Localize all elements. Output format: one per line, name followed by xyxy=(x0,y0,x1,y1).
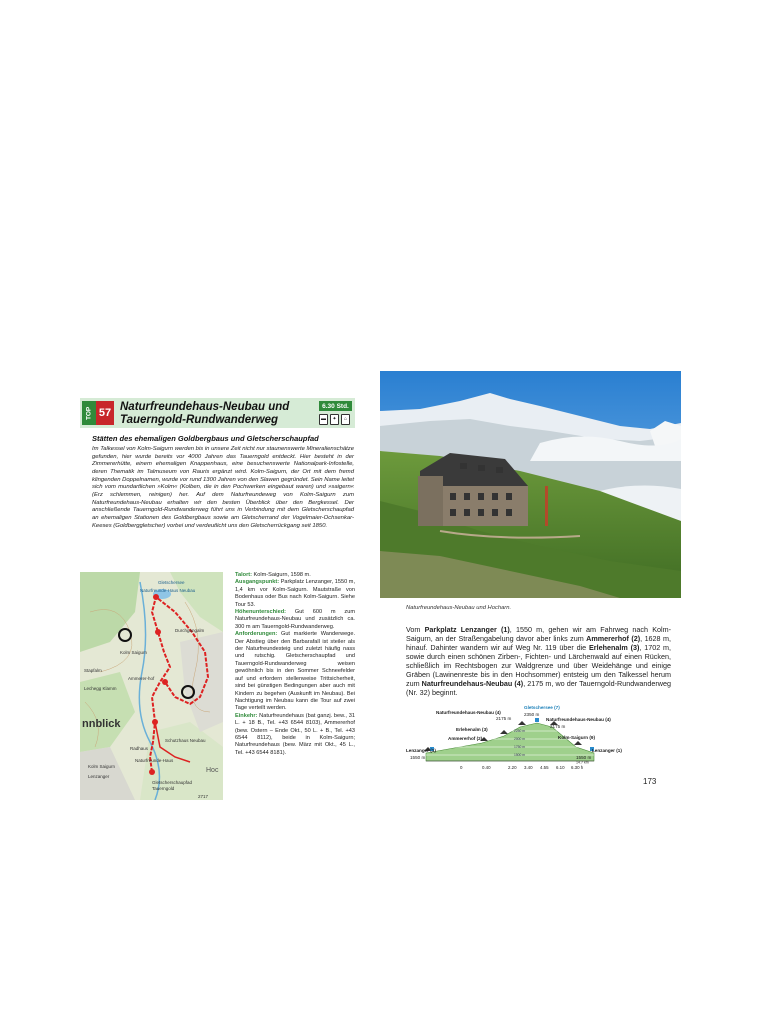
profile-point-name: Naturfreundehaus-Neubau (4) xyxy=(436,710,501,715)
profile-point-name: Gletschersee (7) xyxy=(524,705,560,710)
profile-time: 6.10 xyxy=(556,765,565,770)
info-value: Parkplatz Lenzanger, 1550 m, 1,4 km vor Kolm-Saigurn. Mautstraße von Bodenhaus oder Bus nach Kolm-Saigurn. Siehe Tour 53. xyxy=(235,579,356,608)
photo-caption: Naturfreundehaus-Neubau und Hocharn. xyxy=(406,605,512,611)
profile-point-name: Ammererhof (2) xyxy=(448,736,483,741)
tour-info xyxy=(235,572,355,757)
info-item xyxy=(235,572,311,578)
info-label: Ausgangspunkt: xyxy=(235,579,280,586)
map-label: Naturfreunde-Haus xyxy=(135,758,174,763)
info-item xyxy=(235,609,355,630)
profile-time: 3.40 xyxy=(524,765,533,770)
route-text-part: , 1702 m, sowie durch einen schönen Zirben-, Fichten- und Lärchenwald auf einen Rücken, schließlich im Rechtsbogen zur Waldgrenze und über Weidehänge und einige Gräben (Lawinenreste bis in den Hochsommer) entsteig um den Talkessel herum zum xyxy=(406,643,671,688)
duration-badge: 6.30 Std. xyxy=(319,401,352,411)
map-label: Lenzanger xyxy=(88,774,110,779)
profile-point-elev: 1550 m xyxy=(576,755,592,760)
info-item xyxy=(235,713,355,756)
map-label: Radhaus xyxy=(130,746,149,751)
top-badge: TOP xyxy=(82,401,96,425)
profile-point-elev: 2175 m xyxy=(496,716,512,721)
route-waypoint: Naturfreundehaus-Neubau (4) xyxy=(421,679,524,688)
tour-title xyxy=(120,401,315,427)
profile-time: 0.40 xyxy=(482,765,491,770)
profile-point-name: Erlehenalm (3) xyxy=(456,727,488,732)
profile-time: 0 xyxy=(460,765,463,770)
profile-grid-label: 1750 m xyxy=(514,745,525,749)
info-label: Anforderungen: xyxy=(235,631,278,638)
map-label: Schutzhaus Neubau xyxy=(165,738,206,743)
elevation-profile xyxy=(404,703,644,778)
profile-point-name: Lenzanger (1) xyxy=(406,748,436,753)
profile-grid-label: 2000 m xyxy=(514,737,525,741)
profile-point-name: Lenzanger (1) xyxy=(592,748,622,753)
profile-grid-label: 2250 m xyxy=(514,729,525,733)
profile-time: 2.20 xyxy=(508,765,517,770)
map-label: Kolm Saigurn xyxy=(88,764,116,769)
profile-point-name: Kolm-Saigurn (9) xyxy=(558,735,596,740)
map-label: Naturfreunde-Haus Neubau xyxy=(140,588,196,593)
map-label-large: nnblick xyxy=(82,718,121,730)
profile-distance: 14.7 km xyxy=(576,760,589,765)
info-item xyxy=(235,631,355,711)
route-text-part: Vom xyxy=(406,625,425,634)
tour-title-line2: Tauerngold-Rundwanderweg xyxy=(120,414,279,426)
info-value: Naturfreundehaus (bat ganzj. bew., 31 L. + 18 B., Tel. +43 6544 8103), Ammererhof (bew. Ostern – Ende Okt., 50 L. + B., Tel. +43 6544 8112), beide in Kolm-Saigurn; Naturfreundehaus (bew. März mit Okt., 45 L., Tel. +43 6544 8181). xyxy=(235,712,355,756)
route-description xyxy=(406,625,671,697)
info-value: Kolm-Saigurn, 1598 m. xyxy=(252,572,311,578)
bus-icon: ▬ xyxy=(319,414,328,425)
profile-grid-label: 1500 m xyxy=(514,753,525,757)
map-label: Kolm Saigurn xyxy=(120,650,148,655)
route-text-part: , 1550 m, gehen wir am Fahrweg nach Kolm-Saigurn, an der Straßengabelung davor aber links zum xyxy=(406,625,671,643)
profile-point-elev: 2350 m xyxy=(524,712,540,717)
map-label: 2717 xyxy=(198,794,209,799)
route-waypoint: Erlehenalm (3) xyxy=(589,643,640,652)
route-waypoint: Parkplatz Lenzanger (1) xyxy=(424,625,510,634)
hut-icon: ⌂ xyxy=(341,414,350,425)
route-text-part: , 2175 m, wo der Tauerngold-Rundwanderweg (Nr. 32) beginnt. xyxy=(406,679,671,697)
profile-time: 6.30 h xyxy=(571,765,584,770)
tour-icons xyxy=(319,414,353,424)
info-value: Gut markierte Wanderwege. Der Abstieg über den Barbarafall ist steiler als der Naturfreundesteig und zuletzt häufig nass und rutschig. Gletscherschaupfad und Tauerngold-Rundwanderweg weisen gewöhnlich bis in den Sommer Schneefelder auf und erfordern stellenweise Trittsicherheit, sind bei günstigen Bedingungen aber auch mit Kindern zu begehen (Auskunft im Neubau). Bei Nachtigung im Neubau kann die Tour auf zwei Tage verteilt werden. xyxy=(235,631,355,712)
hut-photo-graphic xyxy=(380,371,681,598)
hiker-icon: ✦ xyxy=(330,414,339,425)
map-label: Hoc xyxy=(206,767,219,774)
route-waypoint: Ammererhof (2) xyxy=(586,634,641,643)
profile-point-elev: 1550 m xyxy=(410,755,426,760)
info-label: Talort: xyxy=(235,572,252,578)
route-text-part: , 1628 m, hinauf. Dahinter wandern wir auf Weg Nr. 119 über die xyxy=(406,634,671,652)
route-map xyxy=(80,572,223,800)
profile-point-name: Naturfreundehaus-Neubau (4) xyxy=(546,717,611,722)
route-map-graphic xyxy=(80,572,223,800)
hut-photo xyxy=(380,371,681,598)
tour-number: 57 xyxy=(96,401,114,425)
info-item xyxy=(235,579,355,607)
page-number: 173 xyxy=(643,777,657,786)
intro-paragraph: Im Talkessel von Kolm-Saigurn werden bis in unsere Zeit nicht nur staunenswerte Mineralienschätze gefunden, hier wurde bereits vor 4000 Jahren das Tauerngold entdeckt. Hier besteht in der Zimmererhütte, einem ehemaligen Knappenhaus, eine besuchenswerte Nationalpark-Infostelle, deren Thematik im Talmuseum von Rauris ergänzt wird. Kolm-Saigurn, der Ort mit dem fremd klingenden Doppelnamen, wurde vor rund 1300 Jahren von den Slawen gegründet. Sein Name leitet sich vom mundartlichen »Kolm« (Kolben, die in den Pochwerken eingebaut waren) und »saigern« (Erz schlemmen, reinigen) her. Auf dem Naturfreundeweg von Kolm-Saigurn zum Naturfreundehaus-Neubau erhalten wir den besten Überblick über den Bergkessel. Der anschließende Tauerngold-Rundwanderweg führt uns in Verbindung mit dem Gletscherschaupfad an ehemaligen Stationen des Goldbergbaus sowie am Gletscherrand der Vogelmaier-Ochsenkar-Keeses (Goldberggletscher) vorbei und verdeutlicht uns den Gletscherrückgang seit 1850. xyxy=(92,446,354,529)
tour-title-line1: Naturfreundehaus-Neubau und xyxy=(120,401,290,413)
info-value: Gut 600 m zum Naturfreundehaus-Neubau und zusätzlich ca. 300 m am Tauerngold-Rundwanderweg. xyxy=(235,609,355,630)
info-label: Einkehr: xyxy=(235,712,258,719)
map-label: Gletscherschaupfad xyxy=(152,780,193,785)
profile-time: 4.55 xyxy=(540,765,549,770)
map-label: Lechegg Klamm xyxy=(84,686,117,691)
info-label: Höhenunterschied: xyxy=(235,609,286,616)
elevation-profile-graphic xyxy=(404,703,644,778)
tour-subtitle: Stätten des ehemaligen Goldbergbaus und Gletscherschaupfad xyxy=(92,434,319,443)
map-label: Tauerngold xyxy=(152,786,175,791)
profile-point-elev: 2175 m xyxy=(550,724,566,729)
map-label: Gletschersee xyxy=(158,580,185,585)
map-label: Durchgangalm xyxy=(175,628,205,633)
map-label: Stapfalm xyxy=(84,668,102,673)
map-label: Ammerer-hof xyxy=(128,676,155,681)
